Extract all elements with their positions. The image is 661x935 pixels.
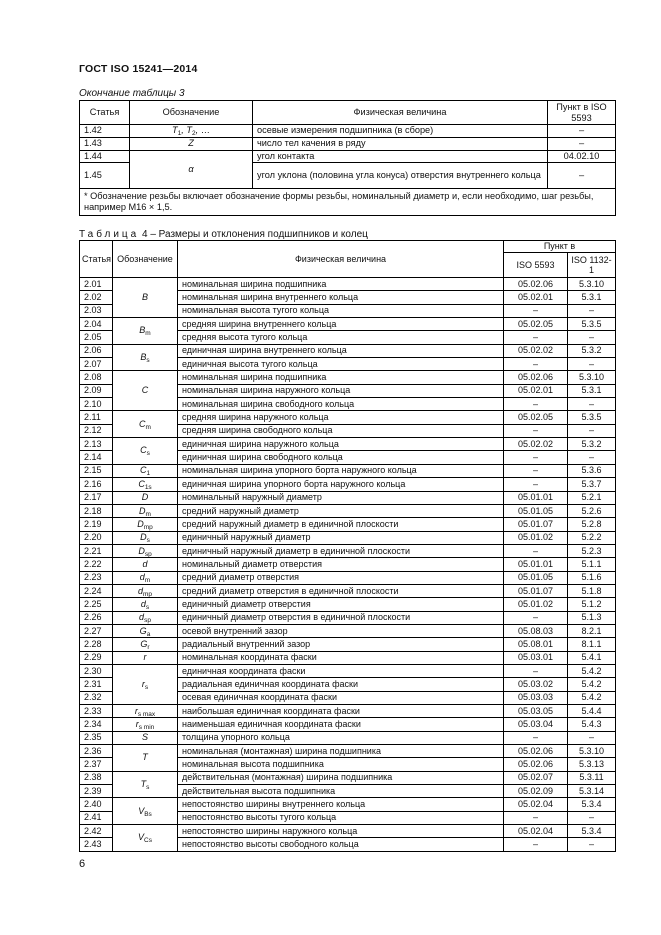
table-row	[80, 411, 616, 424]
row-quantity: угол контакта	[253, 151, 548, 163]
row-quantity: номинальная ширина подшипника	[178, 278, 504, 291]
table3-caption: Окончание таблицы 3	[79, 88, 185, 99]
row-clause-iso1132: 5.3.2	[568, 438, 616, 451]
row-id: 2.14	[80, 451, 113, 464]
row-clause-iso1132: –	[568, 838, 616, 851]
row-id: 2.42	[80, 825, 113, 838]
col-header-clause: Пункт в ISO 5593	[548, 101, 616, 125]
row-clause: 04.02.10	[548, 151, 616, 163]
row-id: 2.43	[80, 838, 113, 851]
row-clause-iso5593: –	[504, 611, 568, 624]
row-symbol: $C_m$	[113, 411, 178, 438]
row-quantity: номинальная высота тугого кольца	[178, 304, 504, 317]
row-clause-iso5593: –	[504, 451, 568, 464]
row-symbol: d	[113, 558, 178, 571]
row-clause-iso1132: 5.3.7	[568, 478, 616, 491]
row-quantity: толщина упорного кольца	[178, 731, 504, 744]
row-clause-iso1132: 5.1.3	[568, 611, 616, 624]
row-quantity: число тел качения в ряду	[253, 138, 548, 151]
row-clause-iso5593: –	[504, 424, 568, 437]
row-clause-iso5593: –	[504, 304, 568, 317]
row-quantity: номинальная ширина наружного кольца	[178, 384, 504, 397]
row-clause-iso1132: 5.1.6	[568, 571, 616, 584]
row-quantity: номинальный наружный диаметр	[178, 491, 504, 504]
col-header-iso1132: ISO 1132-1	[568, 253, 616, 278]
col-header-clause: Пункт в	[504, 241, 616, 253]
row-symbol: $r_{s max}$	[113, 705, 178, 718]
col-header-article: Статья	[80, 241, 113, 278]
row-clause-iso5593: 05.01.07	[504, 584, 568, 597]
row-id: 2.04	[80, 318, 113, 331]
row-quantity: номинальная (монтажная) ширина подшипника	[178, 745, 504, 758]
row-clause: –	[548, 125, 616, 138]
row-quantity: единичный наружный диаметр	[178, 531, 504, 544]
table-row	[80, 478, 616, 491]
row-symbol: $V_{Cs}$	[113, 825, 178, 852]
row-id: 2.21	[80, 544, 113, 557]
row-clause-iso5593: 05.02.02	[504, 344, 568, 357]
row-quantity: средняя ширина внутреннего кольца	[178, 318, 504, 331]
row-symbol: $B_s$	[113, 344, 178, 371]
row-quantity: непостоянство ширины внутреннего кольца	[178, 798, 504, 811]
row-symbol: $C_1$	[113, 464, 178, 477]
row-quantity: радиальный внутренний зазор	[178, 638, 504, 651]
row-clause-iso5593: –	[504, 464, 568, 477]
table-4	[79, 240, 616, 852]
row-quantity: осевые измерения подшипника (в сборе)	[253, 125, 548, 138]
page-number: 6	[79, 858, 86, 870]
row-id: 2.35	[80, 731, 113, 744]
table-row	[80, 771, 616, 784]
table-row	[80, 571, 616, 584]
row-quantity: наибольшая единичная координата фаски	[178, 705, 504, 718]
row-symbol: $C_{1s}$	[113, 478, 178, 491]
row-clause-iso1132: 5.3.6	[568, 464, 616, 477]
row-clause-iso5593: –	[504, 838, 568, 851]
row-symbol: $C_s$	[113, 438, 178, 465]
row-symbol: $V_{Bs}$	[113, 798, 178, 825]
row-clause-iso5593: 05.02.01	[504, 291, 568, 304]
row-clause-iso5593: 05.08.03	[504, 624, 568, 637]
row-quantity: средняя ширина свободного кольца	[178, 424, 504, 437]
row-clause-iso1132: 5.3.2	[568, 344, 616, 357]
row-id: 2.29	[80, 651, 113, 664]
row-quantity: средний наружный диаметр в единичной плоскости	[178, 518, 504, 531]
row-id: 2.34	[80, 718, 113, 731]
row-clause-iso5593: 05.02.07	[504, 771, 568, 784]
row-clause-iso5593: 05.02.04	[504, 798, 568, 811]
row-id: 2.06	[80, 344, 113, 357]
row-clause-iso5593: 05.02.09	[504, 785, 568, 798]
row-id: 2.32	[80, 691, 113, 704]
table-row	[80, 518, 616, 531]
row-id: 2.19	[80, 518, 113, 531]
row-id: 2.10	[80, 398, 113, 411]
col-header-article: Статья	[80, 101, 130, 125]
row-symbol: D	[113, 491, 178, 504]
row-id: 2.07	[80, 358, 113, 371]
row-id: 2.28	[80, 638, 113, 651]
row-quantity: единичная координата фаски	[178, 664, 504, 677]
row-clause-iso5593: –	[504, 811, 568, 824]
row-clause-iso1132: 5.3.4	[568, 798, 616, 811]
table-3	[79, 100, 616, 216]
row-quantity: единичная ширина свободного кольца	[178, 451, 504, 464]
table-row	[80, 531, 616, 544]
table-row	[80, 318, 616, 331]
row-symbol: $B_m$	[113, 318, 178, 345]
row-clause-iso5593: –	[504, 398, 568, 411]
row-clause-iso5593: 05.01.05	[504, 504, 568, 517]
row-id: 2.13	[80, 438, 113, 451]
table-row	[80, 558, 616, 571]
row-symbol: $r_s$	[113, 664, 178, 704]
row-clause-iso1132: –	[568, 451, 616, 464]
row-symbol: C	[113, 371, 178, 411]
row-clause-iso1132: 5.4.2	[568, 678, 616, 691]
row-clause-iso5593: 05.03.04	[504, 718, 568, 731]
col-header-iso5593: ISO 5593	[504, 253, 568, 278]
row-clause-iso1132: 5.4.2	[568, 691, 616, 704]
row-id: 1.44	[80, 151, 130, 163]
row-id: 2.09	[80, 384, 113, 397]
row-quantity: осевая единичная координата фаски	[178, 691, 504, 704]
row-clause-iso5593: 05.01.01	[504, 491, 568, 504]
table-row	[80, 798, 616, 811]
col-header-symbol: Обозначение	[113, 241, 178, 278]
row-symbol: $d_{mp}$	[113, 584, 178, 597]
row-id: 1.43	[80, 138, 130, 151]
row-quantity: средняя ширина наружного кольца	[178, 411, 504, 424]
row-quantity: единичная высота тугого кольца	[178, 358, 504, 371]
row-quantity: наименьшая единичная координата фаски	[178, 718, 504, 731]
row-id: 2.33	[80, 705, 113, 718]
row-quantity: радиальная единичная координата фаски	[178, 678, 504, 691]
row-clause-iso1132: 5.3.10	[568, 278, 616, 291]
row-id: 2.31	[80, 678, 113, 691]
row-symbol: Z	[130, 138, 253, 151]
row-quantity: непостоянство высоты тугого кольца	[178, 811, 504, 824]
col-header-quantity: Физическая величина	[178, 241, 504, 278]
row-clause-iso5593: 05.02.06	[504, 371, 568, 384]
row-quantity: действительная (монтажная) ширина подшипника	[178, 771, 504, 784]
row-quantity: непостоянство высоты свободного кольца	[178, 838, 504, 851]
row-quantity: непостоянство ширины наружного кольца	[178, 825, 504, 838]
row-id: 2.03	[80, 304, 113, 317]
table-row	[80, 138, 616, 151]
row-clause-iso1132: 5.2.2	[568, 531, 616, 544]
row-clause-iso1132: 5.4.4	[568, 705, 616, 718]
row-quantity: единичная ширина внутреннего кольца	[178, 344, 504, 357]
row-clause-iso1132: 5.3.1	[568, 384, 616, 397]
table-row	[80, 504, 616, 517]
row-quantity: средний наружный диаметр	[178, 504, 504, 517]
row-symbol: $D_{sp}$	[113, 544, 178, 557]
table-row	[80, 598, 616, 611]
row-clause-iso1132: 5.3.10	[568, 745, 616, 758]
table-row	[80, 371, 616, 384]
row-id: 2.01	[80, 278, 113, 291]
row-clause-iso1132: 5.2.3	[568, 544, 616, 557]
row-clause-iso5593: 05.02.05	[504, 318, 568, 331]
row-clause-iso5593: 05.01.05	[504, 571, 568, 584]
row-clause-iso5593: –	[504, 331, 568, 344]
row-quantity: номинальная высота подшипника	[178, 758, 504, 771]
row-clause-iso1132: 5.3.5	[568, 318, 616, 331]
row-id: 2.02	[80, 291, 113, 304]
row-id: 2.27	[80, 624, 113, 637]
col-header-quantity: Физическая величина	[253, 101, 548, 125]
row-symbol: $G_r$	[113, 638, 178, 651]
row-clause-iso1132: 5.4.3	[568, 718, 616, 731]
row-quantity: номинальный диаметр отверстия	[178, 558, 504, 571]
table4-caption: Таблица 4 – Размеры и отклонения подшипников и колец	[79, 229, 368, 240]
row-symbol: $D_{mp}$	[113, 518, 178, 531]
row-symbol: $D_s$	[113, 531, 178, 544]
row-clause-iso5593: 05.02.06	[504, 278, 568, 291]
row-clause-iso1132: 8.2.1	[568, 624, 616, 637]
row-clause-iso5593: 05.01.01	[504, 558, 568, 571]
row-clause-iso1132: –	[568, 398, 616, 411]
row-clause-iso5593: 05.02.04	[504, 825, 568, 838]
row-id: 2.22	[80, 558, 113, 571]
table-row	[80, 825, 616, 838]
row-clause-iso5593: 05.03.03	[504, 691, 568, 704]
row-clause-iso1132: 8.1.1	[568, 638, 616, 651]
row-clause-iso5593: 05.02.06	[504, 758, 568, 771]
row-clause-iso1132: –	[568, 358, 616, 371]
row-quantity: осевой внутренний зазор	[178, 624, 504, 637]
row-clause-iso1132: 5.1.2	[568, 598, 616, 611]
row-id: 2.37	[80, 758, 113, 771]
table-row	[80, 705, 616, 718]
row-symbol: $T_1$, $T_2$, …	[130, 125, 253, 138]
row-clause: –	[548, 138, 616, 151]
table-row	[80, 125, 616, 138]
row-clause-iso1132: 5.1.1	[568, 558, 616, 571]
row-id: 1.42	[80, 125, 130, 138]
table-row	[80, 624, 616, 637]
row-id: 2.25	[80, 598, 113, 611]
row-clause: –	[548, 163, 616, 189]
row-symbol: $G_a$	[113, 624, 178, 637]
row-id: 2.39	[80, 785, 113, 798]
table-row	[80, 464, 616, 477]
row-clause-iso5593: 05.02.05	[504, 411, 568, 424]
row-quantity: средний диаметр отверстия в единичной плоскости	[178, 584, 504, 597]
row-symbol: α	[130, 151, 253, 189]
row-clause-iso1132: –	[568, 731, 616, 744]
row-id: 2.15	[80, 464, 113, 477]
table-row	[80, 438, 616, 451]
row-clause-iso5593: 05.02.06	[504, 745, 568, 758]
row-symbol: $D_m$	[113, 504, 178, 517]
table-row	[80, 638, 616, 651]
row-clause-iso1132: –	[568, 811, 616, 824]
row-id: 2.20	[80, 531, 113, 544]
row-clause-iso1132: 5.3.1	[568, 291, 616, 304]
row-clause-iso1132: 5.2.1	[568, 491, 616, 504]
row-clause-iso1132: 5.3.5	[568, 411, 616, 424]
row-clause-iso1132: 5.3.13	[568, 758, 616, 771]
row-quantity: номинальная ширина упорного борта наружного кольца	[178, 464, 504, 477]
row-symbol: $T_s$	[113, 771, 178, 798]
row-symbol: $d_s$	[113, 598, 178, 611]
row-quantity: номинальная ширина свободного кольца	[178, 398, 504, 411]
row-quantity: номинальная координата фаски	[178, 651, 504, 664]
table-row	[80, 651, 616, 664]
table4-body	[80, 278, 616, 852]
col-header-symbol: Обозначение	[130, 101, 253, 125]
row-clause-iso1132: 5.3.4	[568, 825, 616, 838]
row-quantity: номинальная ширина внутреннего кольца	[178, 291, 504, 304]
table-row	[80, 731, 616, 744]
row-clause-iso1132: 5.3.14	[568, 785, 616, 798]
row-quantity: единичный наружный диаметр в единичной плоскости	[178, 544, 504, 557]
row-clause-iso1132: –	[568, 331, 616, 344]
row-clause-iso5593: 05.01.02	[504, 598, 568, 611]
row-id: 2.11	[80, 411, 113, 424]
row-clause-iso5593: 05.03.01	[504, 651, 568, 664]
table-row	[80, 491, 616, 504]
row-clause-iso5593: –	[504, 664, 568, 677]
row-id: 2.30	[80, 664, 113, 677]
row-clause-iso1132: 5.1.8	[568, 584, 616, 597]
row-symbol: $d_{sp}$	[113, 611, 178, 624]
row-id: 2.24	[80, 584, 113, 597]
table-row	[80, 664, 616, 677]
row-clause-iso1132: –	[568, 304, 616, 317]
row-clause-iso5593: 05.03.02	[504, 678, 568, 691]
row-id: 2.41	[80, 811, 113, 824]
row-id: 2.18	[80, 504, 113, 517]
row-clause-iso1132: 5.4.2	[568, 664, 616, 677]
row-symbol: B	[113, 278, 178, 318]
row-id: 2.08	[80, 371, 113, 384]
row-clause-iso1132: 5.4.1	[568, 651, 616, 664]
row-id: 2.16	[80, 478, 113, 491]
row-symbol: $d_m$	[113, 571, 178, 584]
row-clause-iso5593: 05.02.01	[504, 384, 568, 397]
row-id: 2.23	[80, 571, 113, 584]
row-clause-iso1132: –	[568, 424, 616, 437]
table-row	[80, 584, 616, 597]
document-header: ГОСТ ISO 15241—2014	[79, 63, 198, 75]
row-id: 2.38	[80, 771, 113, 784]
row-id: 1.45	[80, 163, 130, 189]
row-quantity: угол уклона (половина угла конуса) отверстия внутреннего кольца	[253, 163, 548, 189]
row-quantity: единичный диаметр отверстия в единичной плоскости	[178, 611, 504, 624]
row-quantity: единичная ширина упорного борта наружного кольца	[178, 478, 504, 491]
row-clause-iso5593: –	[504, 544, 568, 557]
table-row	[80, 718, 616, 731]
row-clause-iso5593: –	[504, 731, 568, 744]
table-row	[80, 151, 616, 163]
row-quantity: средний диаметр отверстия	[178, 571, 504, 584]
row-clause-iso1132: 5.2.6	[568, 504, 616, 517]
row-clause-iso5593: 05.08.01	[504, 638, 568, 651]
row-id: 2.36	[80, 745, 113, 758]
table-row	[80, 544, 616, 557]
row-clause-iso5593: 05.01.07	[504, 518, 568, 531]
row-clause-iso1132: 5.2.8	[568, 518, 616, 531]
row-quantity: номинальная ширина подшипника	[178, 371, 504, 384]
row-clause-iso1132: 5.3.11	[568, 771, 616, 784]
row-quantity: единичный диаметр отверстия	[178, 598, 504, 611]
row-clause-iso5593: 05.02.02	[504, 438, 568, 451]
row-clause-iso5593: –	[504, 358, 568, 371]
table-row	[80, 344, 616, 357]
row-symbol: S	[113, 731, 178, 744]
table3-footnote: * Обозначение резьбы включает обозначение формы резьбы, номинальный диаметр и, если необходимо, шаг резьбы, например M16 × 1,5.	[80, 189, 616, 216]
table-row	[80, 278, 616, 291]
row-symbol: r	[113, 651, 178, 664]
row-id: 2.05	[80, 331, 113, 344]
table-row	[80, 611, 616, 624]
table-row	[80, 745, 616, 758]
row-symbol: T	[113, 745, 178, 772]
row-id: 2.26	[80, 611, 113, 624]
row-id: 2.17	[80, 491, 113, 504]
row-symbol: $r_{s min}$	[113, 718, 178, 731]
row-clause-iso1132: 5.3.10	[568, 371, 616, 384]
row-id: 2.12	[80, 424, 113, 437]
row-clause-iso5593: –	[504, 478, 568, 491]
row-quantity: действительная высота подшипника	[178, 785, 504, 798]
row-quantity: средняя высота тугого кольца	[178, 331, 504, 344]
row-clause-iso5593: 05.01.02	[504, 531, 568, 544]
row-clause-iso5593: 05.03.05	[504, 705, 568, 718]
row-id: 2.40	[80, 798, 113, 811]
row-quantity: единичная ширина наружного кольца	[178, 438, 504, 451]
